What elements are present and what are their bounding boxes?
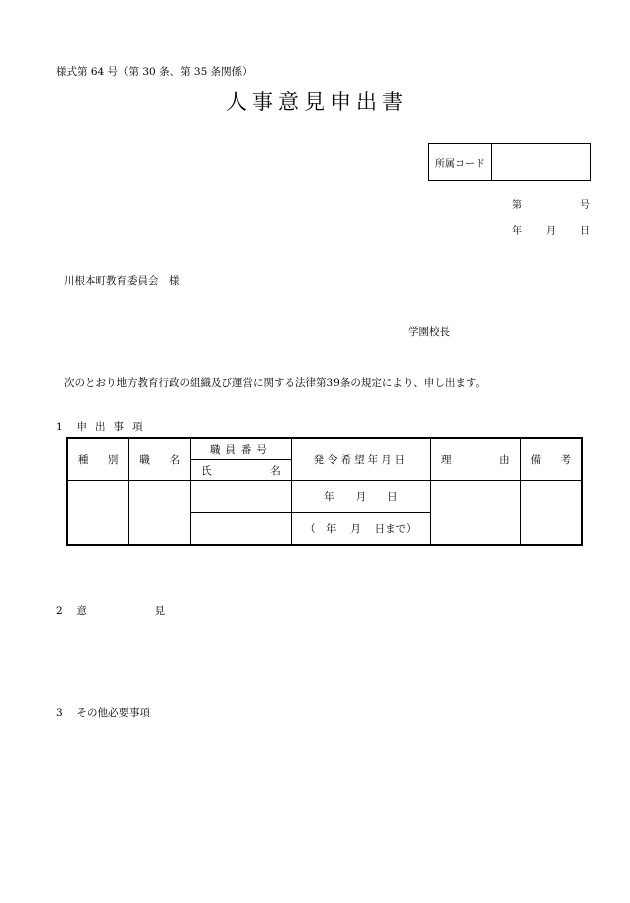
- cell-name[interactable]: [191, 513, 292, 546]
- page-title: 人事意見申出書: [226, 90, 408, 114]
- document-number: [512, 196, 590, 211]
- form-number: 様式第 64 号（第 30 条、第 35 条関係）: [56, 66, 253, 78]
- header-name: 氏 名: [191, 460, 292, 481]
- header-staff-number: 職員番号: [191, 438, 292, 460]
- affiliation-code-label: 所属コード: [429, 144, 492, 180]
- affiliation-code-field[interactable]: [492, 144, 590, 180]
- cell-type[interactable]: [67, 481, 129, 546]
- cell-until-date[interactable]: （ 年 月 日まで）: [291, 513, 430, 546]
- cell-staff-number[interactable]: [191, 481, 292, 513]
- section-3-number: 3: [56, 707, 63, 719]
- section-2-number: 2: [56, 605, 63, 617]
- cell-desired-date[interactable]: 年 月 日: [291, 481, 430, 513]
- section-1-heading: [56, 419, 157, 434]
- header-desired-date: 発令希望年月日: [291, 438, 430, 481]
- body-text: 次のとおり地方教育行政の組織及び運営に関する法律第39条の規定により、申し出ます。: [64, 377, 487, 389]
- document-number-prefix: 第: [512, 200, 522, 211]
- section-3-heading: [56, 705, 150, 720]
- document-date: [512, 222, 590, 237]
- section-2-label-b: 見: [154, 605, 166, 617]
- section-2-heading: [56, 603, 165, 618]
- section-1-label: 申出事項: [76, 421, 151, 433]
- document-number-suffix: 号: [580, 200, 590, 211]
- header-remarks: 備 考: [520, 438, 582, 481]
- date-year: 年: [512, 226, 522, 237]
- section-3-label: その他必要事項: [76, 707, 151, 719]
- section-2-label-a: 意: [76, 605, 88, 617]
- header-position: 職 名: [129, 438, 191, 481]
- sender: 学園校長: [408, 326, 450, 338]
- cell-remarks[interactable]: [520, 481, 582, 546]
- request-items-table: [66, 437, 583, 546]
- header-reason: 理 由: [431, 438, 521, 481]
- header-type: 種 別: [67, 438, 129, 481]
- addressee: 川根本町教育委員会 様: [64, 275, 180, 287]
- cell-reason[interactable]: [431, 481, 521, 546]
- date-month: 月: [546, 226, 556, 237]
- date-day: 日: [580, 226, 590, 237]
- affiliation-code-box: [428, 143, 591, 181]
- section-1-number: 1: [56, 421, 63, 433]
- cell-position[interactable]: [129, 481, 191, 546]
